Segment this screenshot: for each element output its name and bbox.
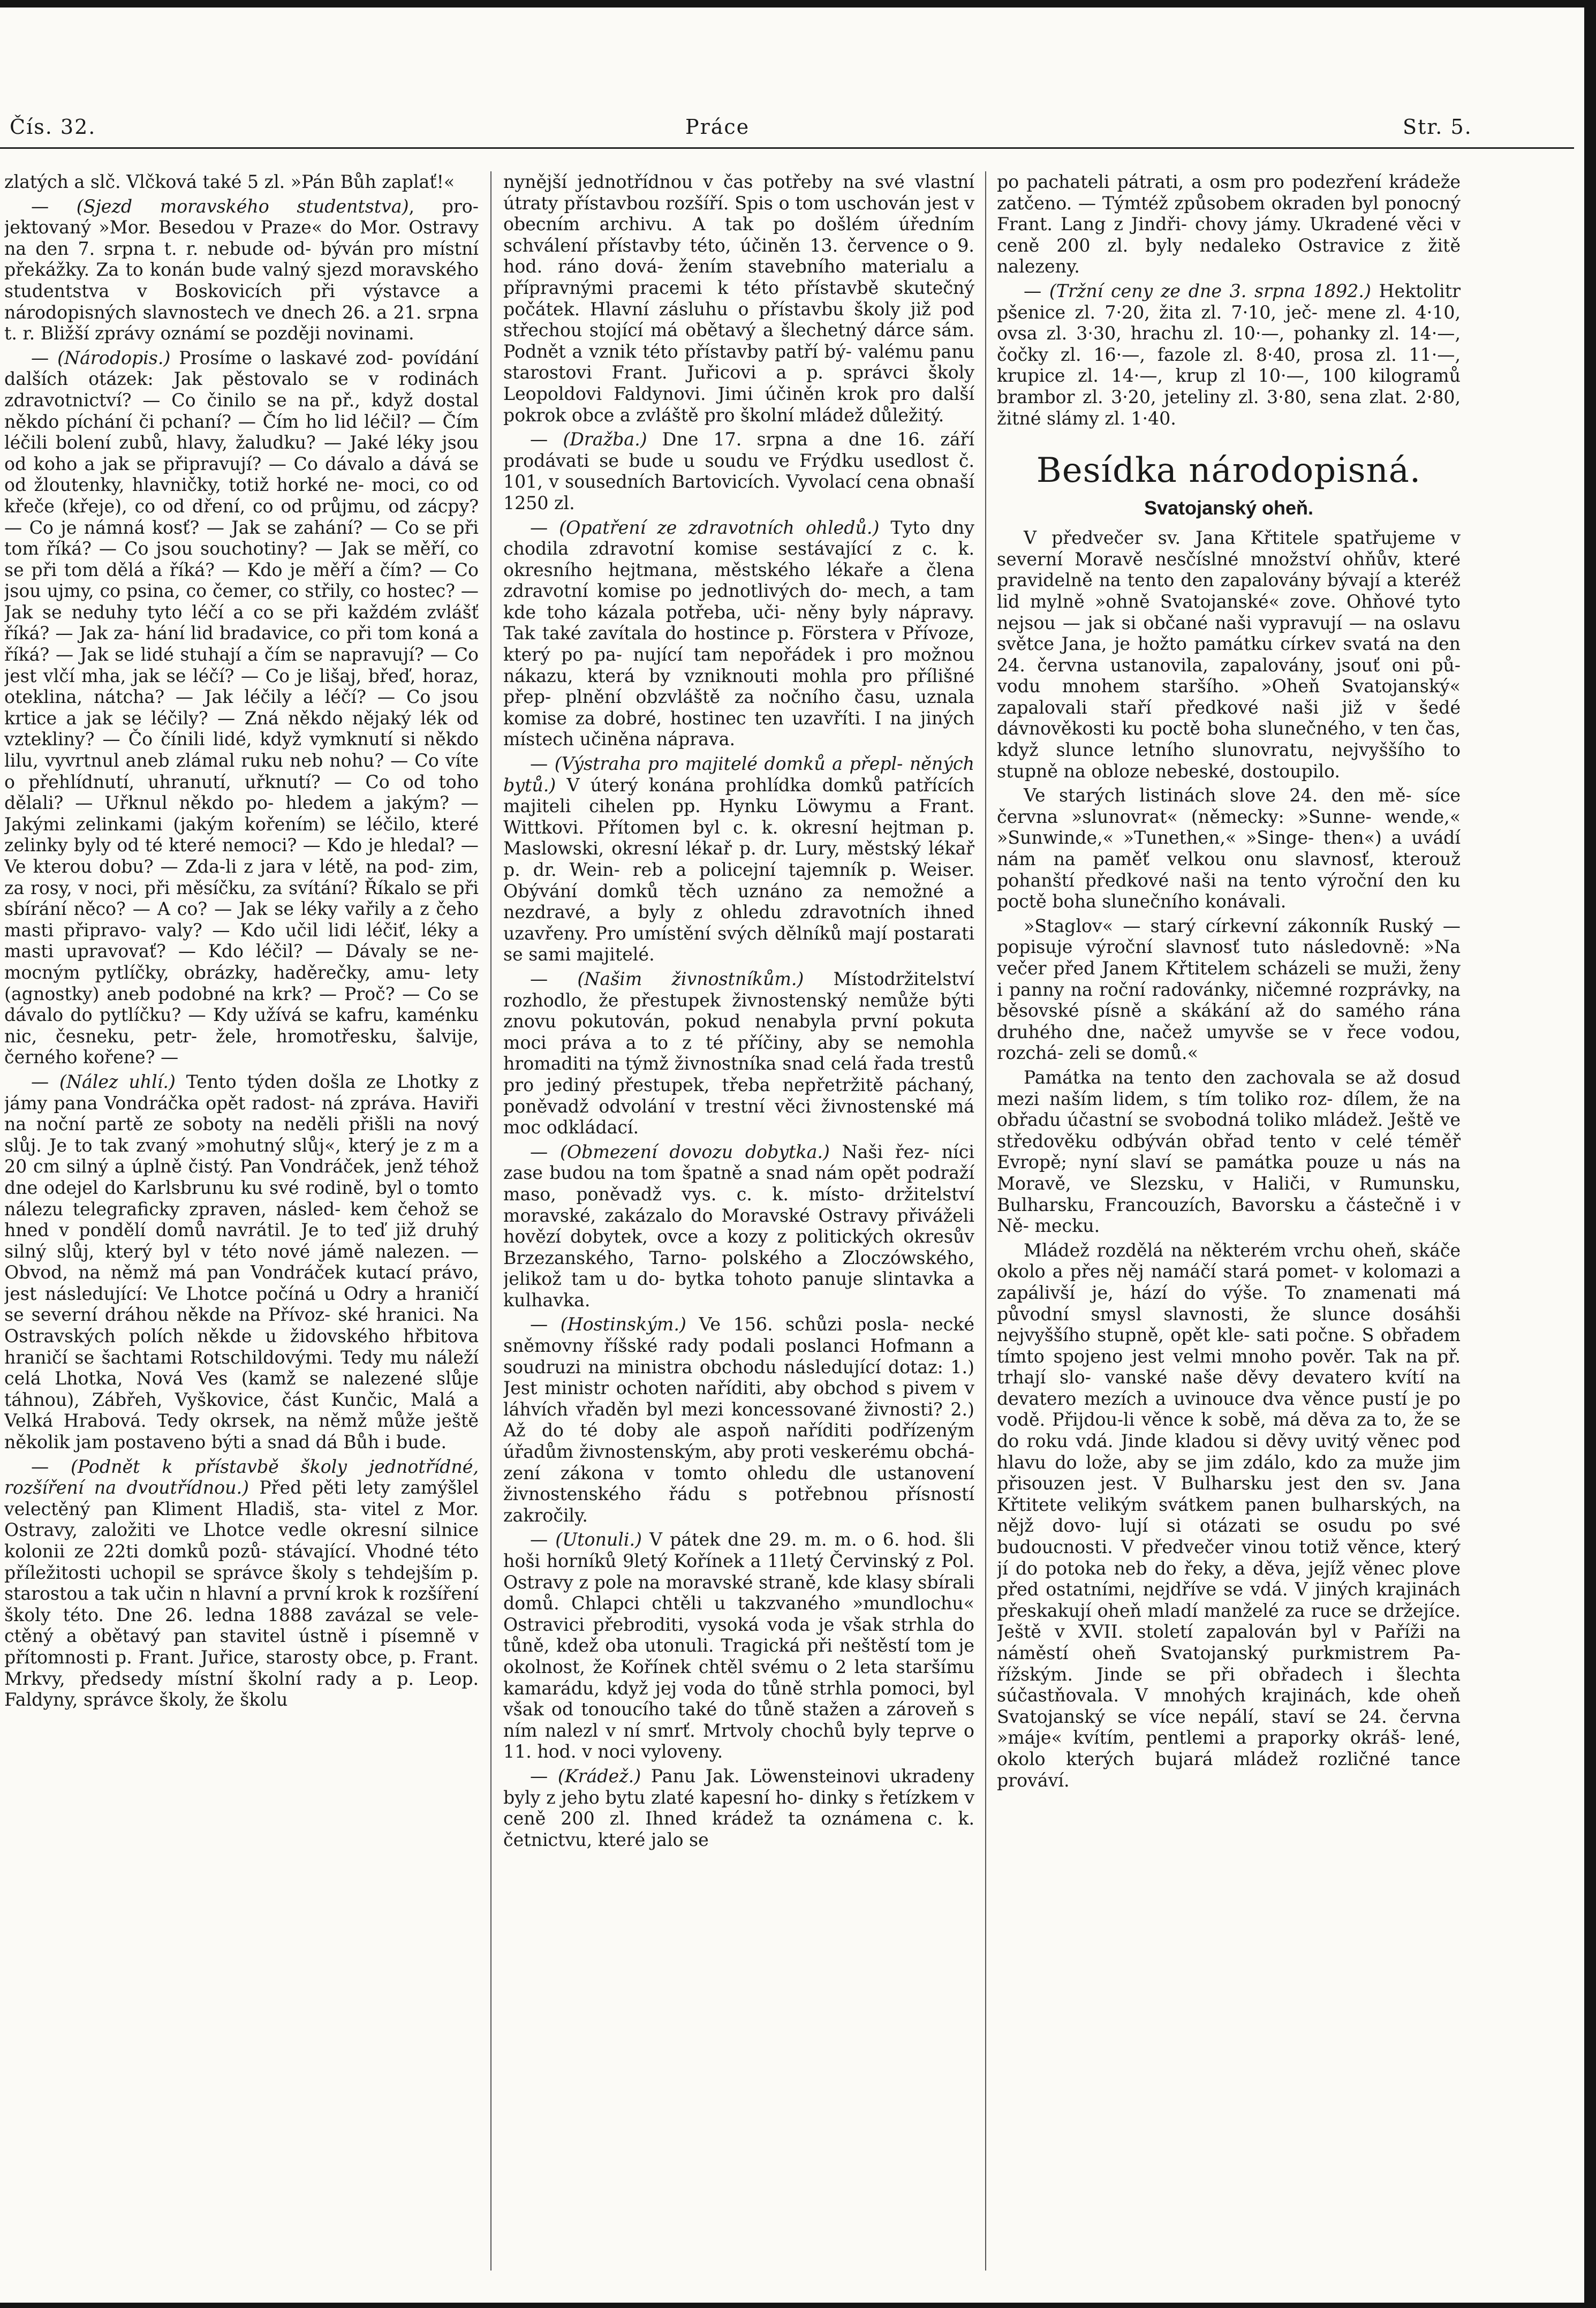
column-2 (503, 171, 974, 2271)
issue-number: Čís. 32. (10, 115, 96, 139)
article-lead: (Národopis.) (57, 347, 171, 368)
article-lead: (Dražba.) (563, 429, 647, 450)
article-lead: (Nález uhlí.) (59, 1071, 176, 1092)
article-lead: (Hostinským.) (560, 1314, 686, 1335)
article-paragraph: — (Obmezení dovozu dobytka.) Naši řez- níci zase budou na tom špatně a snad nám opět podraží maso, poněvadž vys. c. k. místo- držitelství moravské, zakázalo do Moravské Ostravy přiváželi hovězí dobytek, ovce a kozy z politických okresův Brzezanského, Tarno- polského a Zloczówského, jelikož tam u do- bytka tohoto panuje slintavka a kulhavka. (503, 1141, 974, 1311)
article-paragraph: — (Hostinským.) Ve 156. schůzi posla- necké sněmovny říšské rady podali poslanci Hofmann a soudruzi na ministra obchodu následující dotaz: 1.) Jest ministr ochoten naříditi, aby obchod s pivem v láhvích vřaděn byl mezi koncessované živnosti? 2.) Až do té doby ale aspoň naříditi podřízeným úřadům živnostenským, aby proti veskerému obchá- zení zákona v tomto ohledu dle ustanovení živnostenského řádu s potřebnou přísností zakročily. (503, 1314, 974, 1526)
article-paragraph: — (Krádež.) Panu Jak. Löwensteinovi ukradeny byly z jeho bytu zlaté kapesní ho- dinky s řetízkem v ceně 200 zl. Ihned krádež ta oznámena c. k. četnictvu, které jalo se (503, 1765, 974, 1850)
feuilleton-paragraph: Památka na tento den zachovala se až dosud mezi naším lidem, s tím toliko roz- dílem, že na obřadu účastní se svobodná toliko mládež. Ještě ve středověku odbýván obřad tento v celé téměř Evropě; nyní slaví se památka pouze u nás na Moravě, ve Slezsku, v Haliči, v Rumunsku, Bulharsku, Francouzích, Bavorsku a částečně i v Ně- mecku. (997, 1066, 1461, 1237)
article-paragraph: zlatých a slč. Vlčková také 5 zl. »Pán Bůh zaplať!« (4, 171, 455, 192)
article-lead: (Sjezd moravského studentstva) (76, 195, 409, 217)
feuilleton-paragraph: V předvečer sv. Jana Křtitele spatřujeme v severní Moravě nesčíslné množství ohňův, které pravidelně na tento den zapalovány bývají a kteréž lid mylně »ohně Svatojanské« zove. Ohňové tyto nejsou — jak si občané naši vypravují — na oslavu světce Jana, je hožto památku církev svatá na den 24. června ustanovila, zapalovány, jsouť oni pů- vodu mnohem staršího. »Oheň Svatojanský« zapalovali staří předkové naši již v šedé dávnověkosti ku poctě boha slunečného, v ten čas, když slunce letního slunovratu, nejvyššího to stupně na obloze nebeské, dostoupilo. (997, 527, 1461, 782)
article-paragraph: — (Podnět k přístavbě školy jednotřídné, rozšíření na dvoutřídnou.) Před pěti lety zamýšlel velectěný pan Kliment Hladiš, sta- vitel z Mor. Ostravy, založiti ve Lhotce vedle okresní silnice kolonii ze 22ti domků pozů- stávající. Vhodné této příležitosti uchopil se správce školy s tehdejším p. starostou a tak učin n hlavní a první krok k rozšíření školy této. Dne 26. ledna 1888 zavázal se vele- ctěný a obětavý pan stavitel ústně i písemně v přítomnosti p. Frant. Juřice, starosty obce, p. Frant. Mrkvy, předsedy místní školní rady a p. Leop. Faldyny, správce školy, že školu (4, 1456, 479, 1711)
article-lead: (Podnět k přístavbě školy jednotřídné, rozšíření na dvoutřídnou.) (4, 1456, 479, 1499)
newspaper-title: Práce (685, 115, 750, 139)
column-1 (4, 171, 479, 2271)
article-paragraph: — (Nález uhlí.) Tento týden došla ze Lhotky z jámy pana Vondráčka opět radost- ná zpráva. Haviři na noční partě ze soboty na neděli přišli na nový slůj. Je to tak zvaný »mohutný slůj«, který je z m a 20 cm silný a úplně čistý. Pan Vondráček, jenž téhož dne odejel do Karlsbrunu ku své rodině, byl o tomto nálezu telegraficky zpraven, násled- kem čehož se hned v pondělí domů navrátil. Je to teď již druhý silný slůj, který byl v této nové jámě nalezen. — Obvod, na němž má pan Vondráček kutací právo, jest následující: Ve Lhotce počíná u Odry a hraničí se severní dráhou někde na Přívoz- ské hranici. Na Ostravských polích někde u židovského hřbitova hraničí se šachtami Rotschildovými. Tedy mu náleží celá Lhotka, Nová Ves (kamž se nalezené slůje táhnou), Zábřeh, Vyškovice, část Kunčic, Malá a Velká Hrabová. Tedy okrsek, na němž může ještě několik jam postaveno býti a snad dá Bůh i bude. (4, 1071, 479, 1453)
article-paragraph: — (Sjezd moravského studentstva), pro- jektovaný »Mor. Besedou v Praze« do Mor. Ostravy na den 7. srpna t. r. nebude od- býván pro místní překážky. Za to konán bude valný sjezd moravského studentstva v Boskovicích při výstavce a národopisných slavnostech ve dnech 26. a 21. srpna t. r. Bližší zprávy oznámí se později novinami. (4, 195, 479, 344)
page-number: Str. 5. (1403, 115, 1472, 139)
feuilleton-paragraph: Mládež rozdělá na některém vrchu oheň, skáče okolo a přes něj namáčí stará pomet- v kolomazi a zapálivší je, hází do výše. To znamenati má původní smysl slavnosti, že slunce dosáhši nejvyššího stupně, opět kle- sati počne. S obřadem tímto spojeno jest velmi mnoho pověr. Tak na př. trhají slo- vanské naše děvy devatero kvítí na devatero mezích a uvinouce dva věnce pustí je po vodě. Přijdou-li věnce k sobě, má děva za to, že se do roku vdá. Jinde kladou si děvy uvitý věnec pod hlavu do lože, aby se jim zdálo, kdo za muže jim přisouzen jest. V Bulharsku jest den sv. Jana Křtitete velikým svátkem panen bulharských, na nějž dovo- lují si otázati se osudu po své budoucnosti. V předvečer vinou totiž věnce, který jí do potoka neb do řeky, a děva, jejíž věnec plove před ostatními, nejdříve se vdá. V jiných krajinách přeskakují oheň mladí manželé za ruce se držejíce. Ještě v XVII. století zapalován byl v Paříži na náměstí oheň Svatojanský purkmistrem Pa- řížským. Jinde se při obřadech i šlechta súčastňovala. V mnohých krajinách, kde oheň Svatojanský se více nepálí, staví se 24. června »máje« kvítím, pentlemi a praporky okráš- lené, okolo kterých bujará mládež rozličné tance prováví. (997, 1239, 1461, 1791)
article-paragraph: nynější jednotřídnou v čas potřeby na své vlastní útraty přístavbou rozšíří. Spis o tom uschován jest v obecním archivu. A tak po došlém úředním schválení přístavby této, účiněn 13. července o 9. hod. ráno dová- žením stavebního materialu a přípravnými pracemi k této přístavbě skutečný počátek. Hlavní zásluhu o přístavbu školy již pod střechou stojící má obětavý a šlechetný dárce sám. Podnět a vznik této přístavby patří bý- valému panu starostovi Frant. Juřicovi a p. správci školy Leopoldovi Faldynovi. Jimi účiněn krok pro další pokrok obce a zvláště pro školní mládež důležitý. (503, 171, 974, 426)
section-title: Besídka národopisná. (1036, 451, 1421, 491)
column-3 (997, 171, 1461, 2271)
scan-edge-right (1584, 0, 1596, 2308)
article-paragraph: — (Našim živnostníkům.) Místodržitelství rozhodlo, že přestupek živnostenský nemůže býti znovu pokutován, pokud nenabyla první pokuta moci práva a to z té příčiny, aby se nemohla hromaditi na týmž živnostníka snad celá řada trestů pro jediný přestupek, třeba nepřetržitě páchaný, poněvadž odvolání v trestní věci živnostenské má moc odkládací. (503, 968, 974, 1138)
article-paragraph: — (Dražba.) Dne 17. srpna a dne 16. září prodávati se bude u soudu ve Frýdku usedlost č. 101, v sousedních Bartovicích. Vyvolací cena obnaší 1250 zl. (503, 429, 974, 513)
section-subtitle: Svatojanský oheň. (1144, 497, 1314, 519)
article-lead: (Našim živnostníkům.) (577, 968, 804, 989)
feuilleton-paragraph: »Staglov« — starý církevní zákonník Ruský — popisuje výroční slavnosť tuto následovně: »Na večer před Janem Křtitelem scházeli se muži, ženy i panny na roční radovánky, ničemné rozprávky, na běsovské písně a skákání až do samého rána druhého dne, načež umyvše se v řece vodou, rozchá- zeli se domů.« (997, 915, 1461, 1064)
article-paragraph: — (Výstraha pro majitelé domků a přepl- něných bytů.) V úterý konána prohlídka domků patřících majiteli cihelen pp. Hynku Löwymu a Frant. Wittkovi. Přítomen byl c. k. okresní hejtman p. Maslowski, okresní lékař p. dr. Lury, městský lékař p. dr. Wein- reb a policejní tajemník p. Weiser. Obývání domků těch uznáno za nemožné a nezdravé, a byly z ohledu zdravotních ihned uzavřeny. Pro umístění svých dělníků mají postarati se sami majitelé. (503, 753, 974, 965)
article-lead: (Výstraha pro majitelé domků a přepl- něných bytů.) (503, 753, 974, 796)
feuilleton-paragraph: Ve starých listinách slove 24. den mě- síce června »slunovrat« (německy: »Sunne- wende,« »Sunwinde,« »Tunethen,« »Singe- then«) a uvádí nám na paměť velkou onu slavnosť, kterouž pohanští předkové naši na tento výroční den ku poctě boha slunečního konávali. (997, 785, 1461, 912)
article-paragraph: — (Utonuli.) V pátek dne 29. m. m. o 6. hod. šli hoši horníků 9letý Kořínek a 11letý Červinský z Pol. Ostravy z pole na moravské straně, kde klasy sbírali domů. Chlapci chtěli u takzvaného »mundlochu« Ostravici přebroditi, vysoká voda je však strhla do tůně, kdež oba utonuli. Tragická při neštěstí tom je okolnost, že Kořínek chtěl svému o 2 leta staršímu kamarádu, když jej voda do tůně strhla pomoci, byl však od tonoucího také do tůně stažen a zároveň s ním nalezl v ní smrť. Mrtvoly chochů byly teprve o 11. hod. v noci vyloveny. (503, 1529, 974, 1762)
article-paragraph: — (Národopis.) Prosíme o laskavé zod- povídání dalších otázek: Jak pěstovalo se v rodinách zdravotnictví? — Co činilo se na př., když dostal někdo píchání či pchaní? — Čím ho lid léčil? — Čím léčili bolení zubů, hlavy, žaludku? — Jaké léky jsou od koho a jak se připravují? — Co dávalo a dává se od žloutenky, hlavničky, totiž horké ne- moci, co od křeče (křeje), co od dření, co od průjmu, od zácpy? — Co je námná kosť? — Jak se zahání? — Co se při tom říká? — Co jsou souchotiny? — Jak se měří, co se při tom dělá a říká? — Kdo je měří a čím? — Co jsou ujmy, co psina, co čemer, co střily, co hostec? — Jak se neduhy tyto léčí a co se při každém zvlášť říká? — Jak za- hání lid bradavice, co při tom koná a říká? — Jak se lidé stuhají a čím se napravují? — Co jest vlčí mha, jak se léčí? — Co je lišaj, břeď, horaz, oteklina, nátcha? — Jak léčily a léčí? — Co jsou krtice a jak se léčily? — Zná někdo nějaký lék od vztekliny? — Čo čínili lidé, když vymknutí si někdo lilu, vyvrtnul aneb zlámal ruku neb nohu? — Co víte o přehlídnutí, uhranutí, uřknutí? — Co od toho dělali? — Uřknul někdo po- hledem a jakým? — Jakými zelinkami (jakým kořením) se léčilo, které zelinky byly od té které nemoci? — Kdo je hledal? — Ve kterou dobu? — Zda-li z jara v létě, na pod- zim, za rosy, v noci, při měsíčku, za svítání? Říkalo se při sbírání něco? — A co? — Jak se léky vařily a z čeho masti připravo- valy? — Kdo učil lidi léčiť, léky a masti upravovať? — Kdo léčil? — Dávaly se ne- mocným pytlíčky, obrázky, haděrečky, amu- lety (agnostky) aneb podobné na krk? — Proč? — Co se dávalo do pytlíčku? — Kdy užívá se kafru, kaménku nic, česneku, petr- žele, hromotřesku, šalvije, černého kořene? — (4, 347, 479, 1068)
article-paragraph: — (Opatření ze zdravotních ohledů.) Tyto dny chodila zdravotní komise sestávající z c. k. okresního hejtmana, městského lékaře a člena zdravotní komise po jednotlivých do- mech, a tam kde toho kázala potřeba, uči- něny byly nápravy. Tak také zavítala do hostince p. Förstera v Přívoze, který po pa- nující tam nepořádek i pro možnou nákazu, která by vzniknouti mohla pro přílišné přep- plnění obzvláště za nočního času, uznala komise za dobré, hostinec ten uzavříti. I na jiných místech učiněna náprava. (503, 517, 974, 750)
scan-edge-bottom (0, 2303, 1596, 2308)
article-lead: (Opatření ze zdravotních ohledů.) (559, 517, 880, 538)
article-lead: (Tržní ceny ze dne 3. srpna 1892.) (1049, 280, 1371, 301)
article-paragraph: — (Tržní ceny ze dne 3. srpna 1892.) Hektolitr pšenice zl. 7·20, žita zl. 7·10, ječ- mene zl. 4·10, ovsa zl. 3·30, hrachu zl. 10·—, pohanky zl. 14·—, čočky zl. 16·—, fazole zl. 8·40, prosa zl. 11·—, krupice zl. 14·—, krup zl 10·—, 100 kilogramů brambor zl. 3·20, jeteliny zl. 3·80, sena zlat. 2·80, žitné slámy zl. 1·40. (997, 280, 1461, 429)
column-rule (985, 171, 986, 2271)
article-paragraph: po pachateli pátrati, a osm pro podezření krádeže zatčeno. — Týmtéž způsobem okraden byl ponocný Frant. Lang z Jindři- chovy jámy. Ukradené věci v ceně 200 zl. byly nedaleko Ostravice z žitě nalezeny. (997, 171, 1461, 277)
scan-edge-top (0, 0, 1596, 7)
article-lead: (Krádež.) (557, 1765, 641, 1787)
column-rule (490, 171, 491, 2271)
article-lead: (Utonuli.) (555, 1529, 642, 1550)
header-rule (0, 147, 1574, 149)
article-lead: (Obmezení dovozu dobytka.) (559, 1141, 830, 1162)
